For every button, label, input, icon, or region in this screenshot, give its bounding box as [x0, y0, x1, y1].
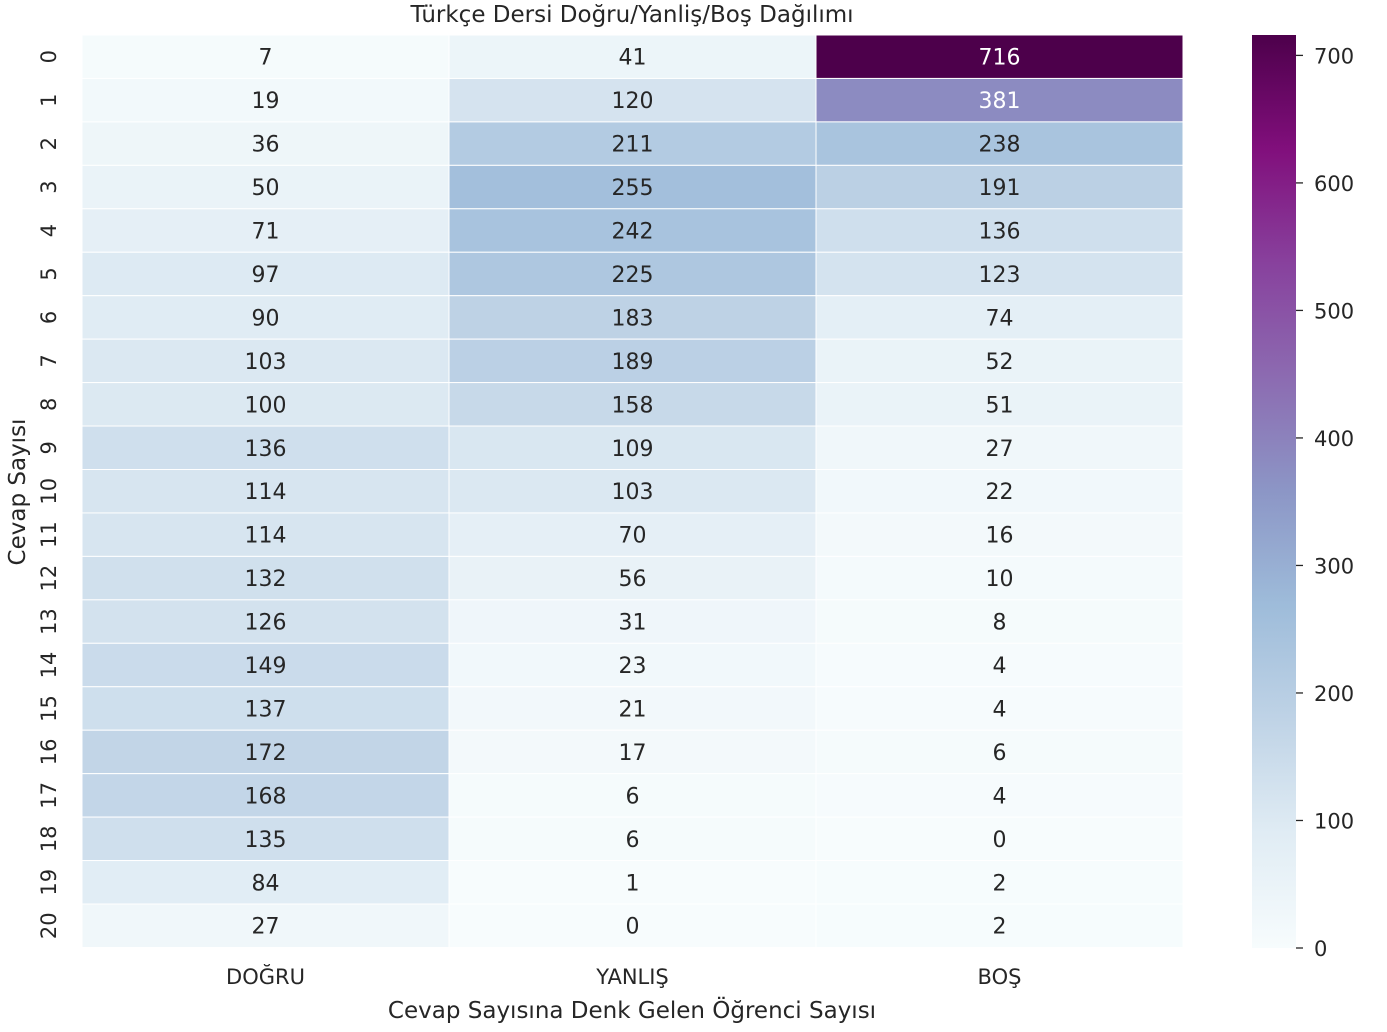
cell-value-label: 90	[251, 306, 280, 332]
colorbar-tick-label: 0	[1314, 937, 1328, 961]
y-tick-label: 3	[37, 180, 61, 194]
cell-value-label: 211	[611, 132, 654, 158]
cell-value-label: 2	[992, 871, 1007, 897]
y-tick-label: 15	[37, 695, 61, 722]
cell-value-label: 71	[251, 219, 280, 245]
y-tick-label: 12	[37, 564, 61, 592]
cell-value-label: 136	[244, 436, 287, 462]
cell-value-label: 103	[611, 480, 654, 506]
cell-value-label: 168	[244, 784, 287, 810]
cell-value-label: 84	[251, 871, 280, 897]
cell-value-label: 114	[244, 523, 287, 549]
cell-value-label: 225	[611, 262, 654, 288]
cell-value-label: 189	[611, 349, 654, 375]
cell-value-label: 183	[611, 306, 654, 332]
cell-value-label: 6	[992, 740, 1007, 766]
colorbar-tick-label: 600	[1314, 171, 1355, 196]
y-tick-label: 2	[37, 136, 61, 151]
colorbar	[1252, 35, 1296, 948]
cell-value-label: 381	[978, 89, 1021, 115]
cell-value-label: 158	[611, 393, 654, 419]
cell-value-label: 136	[978, 219, 1021, 245]
cell-value-label: 2	[992, 914, 1007, 940]
x-tick-label: YANLIŞ	[596, 965, 669, 989]
cell-value-label: 10	[985, 567, 1014, 593]
cell-value-label: 6	[625, 827, 640, 853]
colorbar-tick-label: 200	[1314, 681, 1355, 706]
x-axis-title: Cevap Sayısına Denk Gelen Öğrenci Sayısı	[387, 998, 877, 1024]
cell-value-label: 22	[985, 480, 1014, 506]
cell-value-label: 31	[618, 610, 647, 636]
cell-value-label: 21	[618, 697, 647, 723]
y-tick-label: 7	[37, 354, 61, 368]
cell-value-label: 52	[985, 349, 1014, 375]
colorbar-tick-label: 400	[1314, 426, 1355, 451]
cell-value-label: 8	[992, 610, 1007, 636]
cell-value-label: 74	[985, 306, 1014, 332]
x-tick-label: BOŞ	[977, 965, 1022, 989]
cell-value-label: 51	[985, 393, 1014, 419]
cell-value-label: 16	[985, 523, 1014, 549]
y-tick-label: 8	[37, 397, 61, 412]
cell-value-label: 123	[978, 262, 1021, 288]
colorbar-tick-label: 700	[1314, 44, 1355, 69]
cell-value-label: 149	[244, 654, 287, 680]
cell-value-label: 103	[244, 349, 287, 375]
colorbar-tick-label: 500	[1314, 299, 1355, 324]
y-tick-label: 18	[37, 825, 61, 853]
chart-title: Türkçe Dersi Doğru/Yanliş/Boş Dağılımı	[410, 2, 854, 28]
y-tick-label: 16	[37, 738, 61, 766]
y-tick-label: 20	[37, 912, 61, 940]
cell-value-label: 27	[985, 436, 1014, 462]
y-axis-title: Cevap Sayısı	[5, 418, 31, 566]
y-tick-label: 11	[37, 521, 61, 549]
x-tick-labels	[226, 964, 1021, 989]
cell-value-label: 172	[244, 740, 287, 766]
y-tick-label: 5	[37, 267, 61, 281]
cell-value-label: 50	[251, 176, 280, 202]
y-tick-label: 13	[37, 608, 61, 635]
x-tick-label: DOĞRU	[226, 965, 305, 989]
cell-value-label: 27	[251, 914, 280, 940]
y-tick-label: 1	[37, 93, 61, 107]
cell-value-label: 36	[251, 132, 280, 158]
cell-value-label: 135	[244, 827, 287, 853]
cell-value-label: 255	[611, 176, 654, 202]
cell-value-label: 56	[618, 567, 647, 593]
cell-value-label: 100	[244, 393, 287, 419]
cell-value-label: 716	[978, 45, 1021, 71]
y-tick-label: 4	[37, 223, 61, 238]
colorbar-tick-label: 300	[1314, 554, 1355, 579]
cell-value-label: 7	[258, 45, 273, 71]
y-tick-label: 17	[37, 782, 61, 809]
cell-value-label: 0	[625, 914, 640, 940]
cell-value-label: 114	[244, 480, 287, 506]
cell-value-label: 1	[625, 871, 640, 897]
cell-value-label: 70	[618, 523, 647, 549]
cell-value-label: 41	[618, 45, 647, 71]
cell-value-label: 132	[244, 567, 287, 593]
y-tick-label: 0	[37, 50, 61, 64]
y-tick-label: 19	[37, 868, 61, 896]
cell-value-label: 120	[611, 89, 654, 115]
cell-value-label: 4	[992, 784, 1007, 810]
cell-value-label: 238	[978, 132, 1021, 158]
cell-value-label: 19	[251, 89, 280, 115]
colorbar-ticks	[1296, 44, 1354, 961]
cell-value-label: 109	[611, 436, 654, 462]
cell-value-label: 4	[992, 697, 1007, 723]
cell-value-label: 137	[244, 697, 287, 723]
cell-value-label: 23	[618, 654, 647, 680]
cell-value-label: 242	[611, 219, 654, 245]
y-tick-label: 10	[37, 477, 61, 505]
colorbar-tick-label: 100	[1314, 809, 1355, 834]
cell-value-label: 6	[625, 784, 640, 810]
y-tick-label: 6	[37, 310, 61, 325]
cell-value-label: 191	[978, 176, 1021, 202]
cell-value-label: 4	[992, 654, 1007, 680]
cell-value-label: 17	[618, 740, 647, 766]
y-tick-label: 14	[37, 651, 61, 679]
cell-value-label: 126	[244, 610, 287, 636]
y-tick-label: 9	[37, 441, 61, 455]
cell-value-label: 0	[992, 827, 1007, 853]
y-tick-labels	[37, 50, 61, 939]
cell-value-label: 97	[251, 262, 280, 288]
